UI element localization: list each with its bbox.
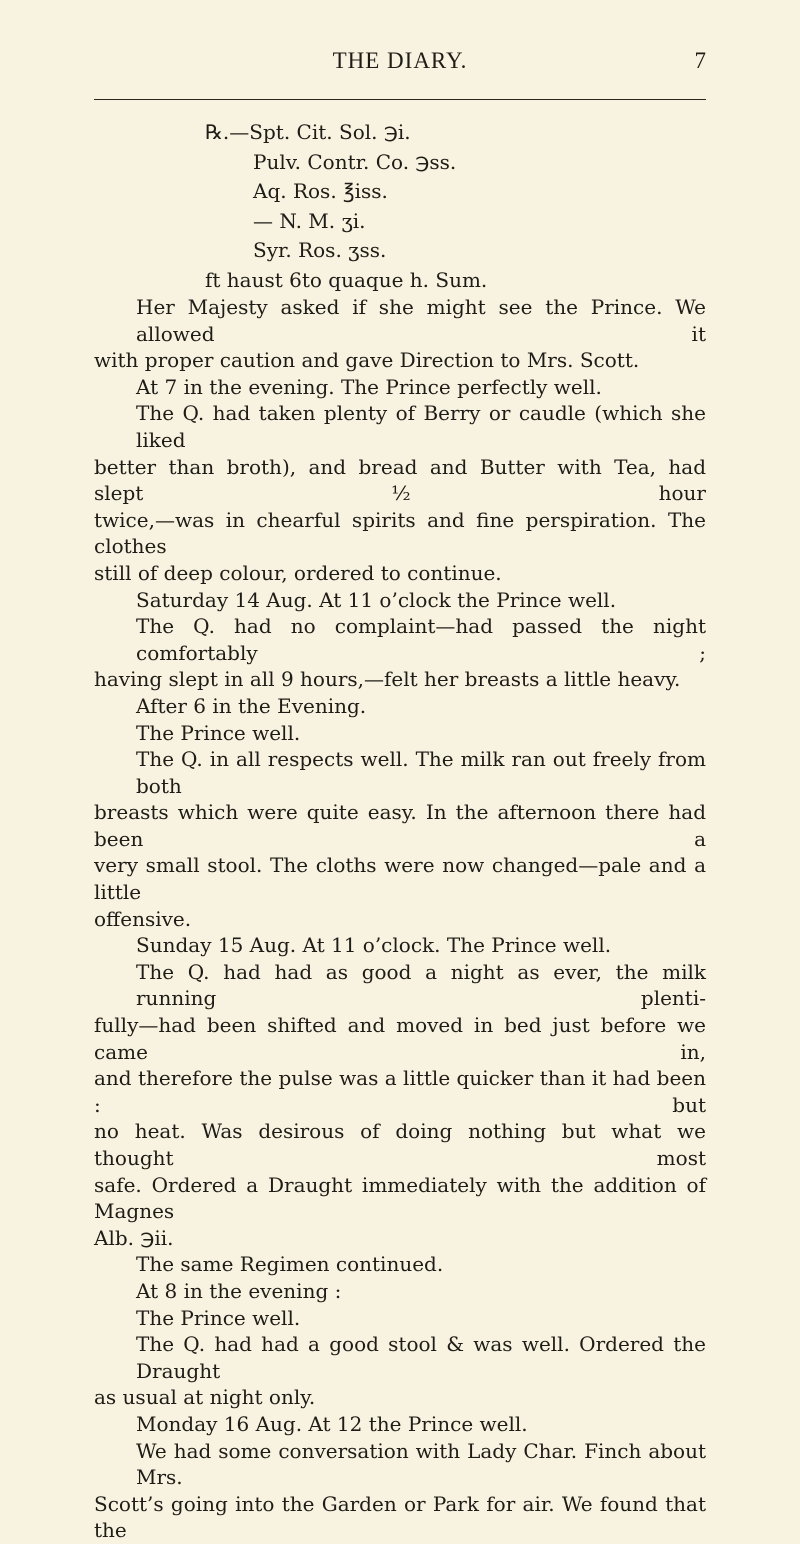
text-line: still of deep colour, ordered to continue.	[94, 560, 502, 585]
text-line: The same Regimen continued.	[136, 1252, 444, 1277]
text-line: and therefore the pulse was a little quicker than it had been : but	[94, 1066, 706, 1117]
prescription-line: Pulv. Contr. Co. ℈ss.	[253, 149, 457, 174]
text-line: as usual at night only.	[94, 1385, 316, 1410]
running-head	[94, 48, 706, 80]
prescription-line: ℞.—Spt. Cit. Sol. ℈i.	[205, 120, 411, 144]
header-rule	[94, 99, 706, 100]
text-line: offensive.	[94, 906, 192, 931]
text-line: Sunday 15 Aug. At 11 o’clock. The Prince well.	[136, 933, 612, 958]
text-line: The Q. had had a good stool & was well. Ordered the Draught	[136, 1332, 706, 1383]
text-line: fully—had been shifted and moved in bed just before we came in,	[94, 1013, 706, 1064]
text-line: The Prince well.	[136, 1305, 301, 1330]
text-line: Monday 16 Aug. At 12 the Prince well.	[136, 1411, 528, 1436]
text-line: Saturday 14 Aug. At 11 o’clock the Prince well.	[136, 587, 617, 612]
text-line: with proper caution and gave Direction to Mrs. Scott.	[94, 348, 640, 373]
text-line: very small stool. The cloths were now changed—pale and a little	[94, 853, 706, 905]
text-line: safe. Ordered a Draught immediately with the addition of Magnes	[94, 1172, 706, 1224]
text-line: The Q. had no complaint—had passed the night comfortably ;	[136, 614, 706, 665]
diary-body-text	[94, 294, 706, 1544]
text-line: Alb. ℈ii.	[94, 1225, 174, 1250]
text-line: The Q. had taken plenty of Berry or caudle (which she liked	[136, 401, 706, 452]
text-line: After 6 in the Evening.	[136, 693, 367, 718]
prescription-block	[205, 118, 705, 295]
text-line: twice,—was in chearful spirits and fine perspiration. The clothes	[94, 507, 706, 559]
prescription-line: ft haust 6to quaque h. Sum.	[205, 267, 488, 292]
text-line: At 8 in the evening :	[136, 1278, 342, 1303]
text-line: The Q. in all respects well. The milk ran out freely from both	[136, 747, 706, 798]
text-line: having slept in all 9 hours,—felt her breasts a little heavy.	[94, 667, 681, 692]
prescription-line: Aq. Ros. ℥iss.	[253, 179, 388, 203]
text-line: We had some conversation with Lady Char. Finch about Mrs.	[136, 1438, 706, 1490]
text-line: The Q. had had as good a night as ever, the milk running plenti-	[136, 959, 706, 1011]
text-line: At 7 in the evening. The Prince perfectly well.	[136, 374, 602, 399]
page-number: 7	[694, 48, 706, 73]
page-header-title: THE DIARY.	[332, 48, 468, 73]
text-line: Her Majesty asked if she might see the Prince. We allowed it	[136, 295, 706, 346]
prescription-line: Syr. Ros. ʒss.	[253, 238, 387, 262]
text-line: no heat. Was desirous of doing nothing but what we thought most	[94, 1119, 706, 1170]
text-line: The Prince well.	[136, 720, 301, 745]
prescription-line: — N. M. ʒi.	[253, 208, 366, 233]
text-line: Scott’s going into the Garden or Park for air. We found that the	[94, 1491, 706, 1543]
text-line: breasts which were quite easy. In the afternoon there had been a	[94, 800, 706, 851]
text-line: better than broth), and bread and Butter with Tea, had slept ½ hour	[94, 454, 706, 506]
